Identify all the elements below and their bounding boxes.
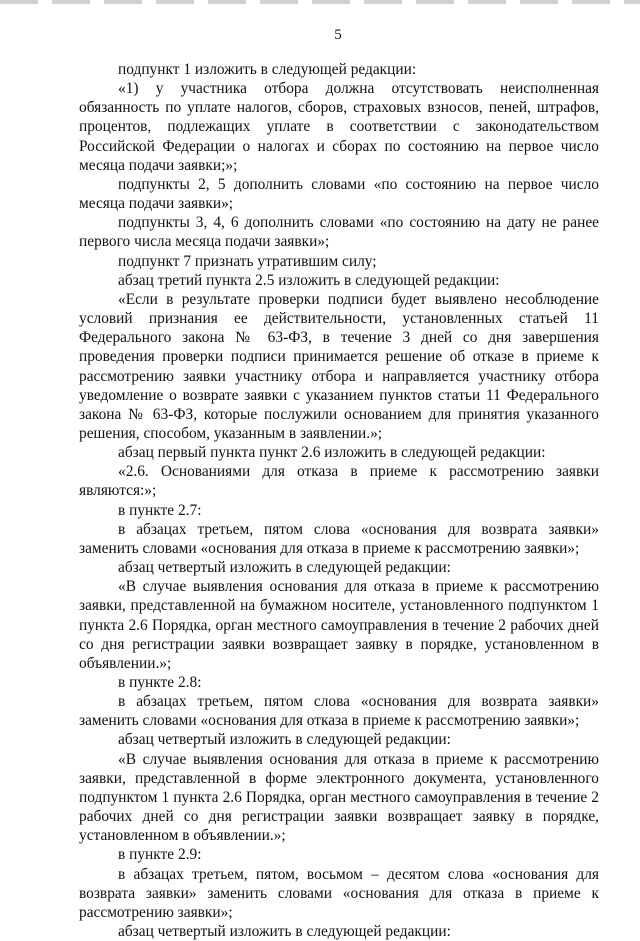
paragraph: абзац четвертый изложить в следующей редакции:: [118, 923, 451, 941]
paragraph: абзац третий пункта 2.5 изложить в следующей редакции:: [118, 271, 500, 289]
paragraph: «1) у участника отбора должна отсутствовать неисполненная обязанность по уплате налогов, сборов, страховых взносов, пеней, штрафов, процентов, подлежащих уплате в соответствии с законодательством Российской Федерации о налогах и сборах по состоянию на первое число месяца подачи заявки;»;: [79, 80, 599, 174]
paragraph: подпункт 7 признать утратившим силу;: [118, 252, 377, 270]
paragraph: подпункты 2, 5 дополнить словами «по состоянию на первое число месяца подачи заявки»;: [79, 175, 599, 213]
paragraph: подпункт 1 изложить в следующей редакции:: [118, 61, 417, 78]
paragraph: «Если в результате проверки подписи будет выявлено несоблюдение условий признания ее действительности, установленных статьей 11 Федерального закона № 63-ФЗ, в течение 3 дней со дня завершения проведения проверки подписи принимается решение об отказе в приеме к рассмотрению заявки участнику отбора и направляется участнику отбора уведомление о возврате заявки с указанием пунктов статьи 11 Федерального закона № 63-ФЗ, которые послужили основанием для принятия указанного решения, способом, указанным в заявлении.»;: [79, 290, 599, 442]
document-body: [79, 60, 599, 941]
paragraph: «2.6. Основаниями для отказа в приеме к рассмотрению заявки являются:»;: [79, 463, 599, 500]
paragraph: в абзацах третьем, пятом, восьмом – десятом слова «основания для возврата заявки» заменить словами «основания для отказа в приеме к рассмотрению заявки»;: [79, 865, 599, 921]
paragraph: абзац четвертый изложить в следующей редакции:: [118, 731, 451, 749]
paragraph: «В случае выявления основания для отказа в приеме к рассмотрению заявки, представленной на бумажном носителе, установленного подпунктом 1 пункта 2.6 Порядка, орган местного самоуправления в течение 2 рабочих дней со дня регистрации заявки возвращает заявку в порядке, установленном в объявлении.»;: [79, 578, 599, 672]
paragraph: в абзацах третьем, пятом слова «основания для возврата заявки» заменить словами «основания для отказа в приеме к рассмотрению заявки»;: [79, 693, 599, 730]
paragraph: абзац четвертый изложить в следующей редакции:: [118, 559, 451, 577]
paragraph: подпункты 3, 4, 6 дополнить словами «по состоянию на дату не ранее первого числа месяца подачи заявки»;: [79, 214, 599, 251]
paragraph: «В случае выявления основания для отказа в приеме к рассмотрению заявки, представленной в форме электронного документа, установленного подпунктом 1 пункта 2.6 Порядка, орган местного самоуправления в течение 2 рабочих дней со дня регистрации заявки возвращает заявку в порядке, установленном в объявлении.»;: [79, 750, 599, 845]
paragraph: в пункте 2.9:: [118, 846, 202, 864]
paragraph: в абзацах третьем, пятом слова «основания для возврата заявки» заменить словами «основания для отказа в приеме к рассмотрению заявки»;: [79, 520, 599, 557]
scan-top-edge: [0, 0, 640, 4]
paragraph: абзац первый пункта пункт 2.6 изложить в следующей редакции:: [118, 444, 546, 462]
page-number: 5: [334, 27, 342, 43]
paragraph: в пункте 2.7:: [118, 501, 202, 519]
paragraph: в пункте 2.8:: [118, 674, 202, 691]
